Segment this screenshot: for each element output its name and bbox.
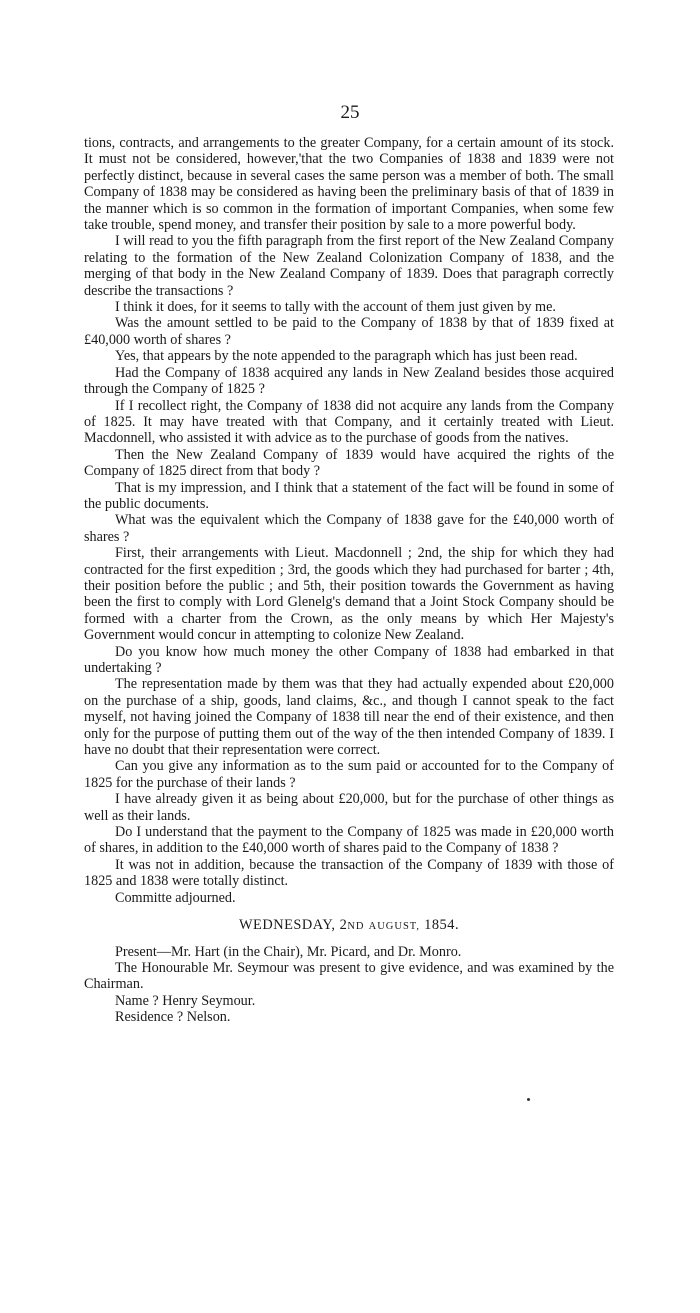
paragraph: tions, contracts, and arrangements to the greater Company, for a certain amount of its stock. It must not be considered, however,'that the two Companies of 1838 and 1839 were not perfectly distinct, because in several cases the same person was a member of both. The small Company of 1838 may be considered as having been the preliminary basis of that of 1839 in the manner which is so common in the formation of important Companies, when some few take trouble, spend money, and transfer their position by sale to a more powerful body. — [84, 135, 614, 234]
paragraph: I have already given it as being about £20,000, but for the purchase of other things as well as their lands. — [84, 791, 614, 824]
heading-day: WEDNESDAY, — [238, 917, 336, 934]
heading-year: 1854. — [424, 917, 460, 934]
paragraph: It was not in addition, because the transaction of the Company of 1839 with those of 1825 and 1838 were totally distinct. — [84, 856, 614, 890]
paragraph: That is my impression, and I think that a statement of the fact will be found in some of the public documents. — [84, 479, 614, 512]
name-line: Name ? Henry Seymour. — [115, 992, 256, 1009]
paragraph: Was the amount settled to be paid to the Company of 1838 by that of 1839 fixed at £40,000 worth of shares ? — [84, 315, 614, 348]
heading-month: AUGUST, — [368, 921, 421, 933]
paragraph: Can you give any information as to the sum paid or accounted for to the Company of 1825 for the purchase of their lands ? — [84, 758, 614, 791]
ink-dot — [527, 1098, 530, 1101]
paragraph: Had the Company of 1838 acquired any lands in New Zealand besides those acquired through the Company of 1825 ? — [84, 364, 614, 398]
paragraph: I think it does, for it seems to tally with the account of them just given by me. — [115, 299, 556, 316]
heading-date-number: 2 — [339, 917, 348, 934]
paragraph: Yes, that appears by the note appended to the paragraph which has just been read. — [115, 348, 578, 365]
present-line: Present—Mr. Hart (in the Chair), Mr. Picard, and Dr. Monro. — [115, 943, 462, 960]
heading-date-suffix: ND — [347, 921, 365, 933]
witness-line: The Honourable Mr. Seymour was present to give evidence, and was examined by the Chairman. — [84, 959, 614, 993]
paragraph: If I recollect right, the Company of 1838 did not acquire any lands from the Company of 1825. It may have treated with that Company, and it certainly treated with Lieut. Macdonnell, who assisted it with advice as to the purchase of goods from the natives. — [84, 397, 614, 447]
paragraph: First, their arrangements with Lieut. Macdonnell ; 2nd, the ship for which they had contracted for the first expedition ; 3rd, the goods which they had purchased for barter ; 4th, their position before the public ; and 5th, their position towards the Government as having been the first to comply with Lord Glenelg's demand that a Joint Stock Company should be formed with a charter from the Crown, as the only means by which Her Majesty's Government would concur in attempting to colonize New Zealand. — [84, 545, 614, 644]
paragraph: I will read to you the fifth paragraph from the first report of the New Zealand Company relating to the formation of the New Zealand Colonization Company of 1838, and the merging of that body in the New Zealand Company of 1839. Does that paragraph correctly describe the transactions ? — [84, 233, 614, 299]
paragraph: Then the New Zealand Company of 1839 would have acquired the rights of the Company of 1825 direct from that body ? — [84, 446, 614, 480]
heading-date — [340, 917, 365, 933]
paragraph: Committe adjourned. — [115, 889, 236, 906]
paragraph: The representation made by them was that they had actually expended about £20,000 on the purchase of a ship, goods, land claims, &c., and though I cannot speak to the fact myself, not having joined the Company of 1838 till near the end of their existence, and then only for the purpose of putting them out of the way of the then intended Company of 1839. I have no doubt that their representation were correct. — [84, 676, 614, 759]
body-text — [84, 135, 614, 1026]
page-number: 25 — [340, 102, 360, 123]
paragraph: What was the equivalent which the Company of 1838 gave for the £40,000 worth of shares ? — [84, 512, 614, 545]
residence-line: Residence ? Nelson. — [115, 1009, 231, 1026]
paragraph: Do you know how much money the other Company of 1838 had embarked in that undertaking ? — [84, 643, 614, 676]
paragraph: Do I understand that the payment to the Company of 1825 was made in £20,000 worth of shares, in addition to the £40,000 worth of shares paid to the Company of 1838 ? — [84, 824, 614, 857]
session-heading — [84, 917, 614, 935]
